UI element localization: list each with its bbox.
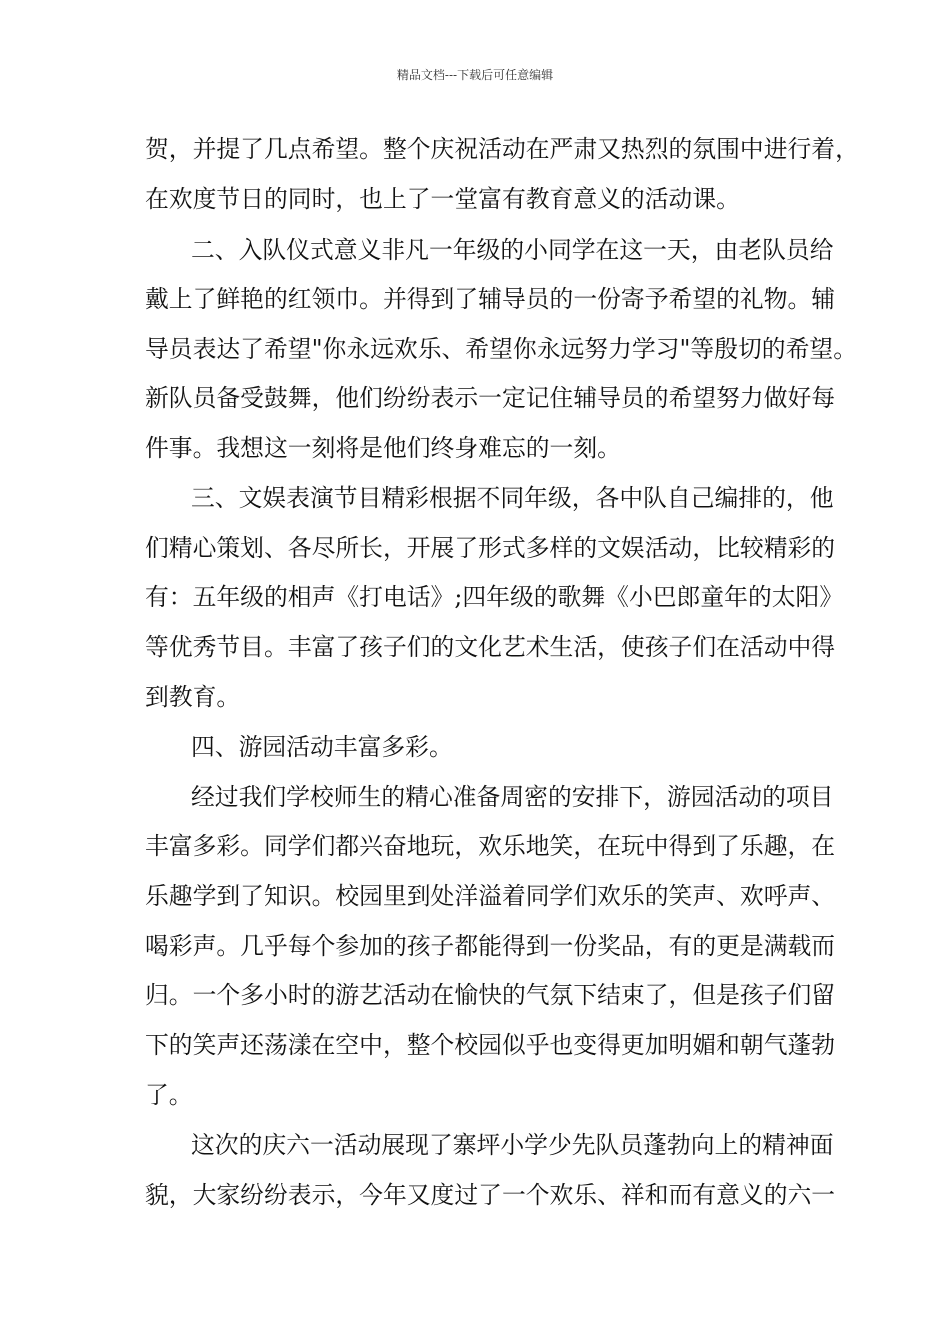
text-line: 丰富多彩。同学们都兴奋地玩，欢乐地笑，在玩中得到了乐趣，在 <box>145 832 836 860</box>
text-line: 乐趣学到了知识。校园里到处洋溢着同学们欢乐的笑声、欢呼声、 <box>145 882 836 910</box>
text-line: 件事。我想这一刻将是他们终身难忘的一刻。 <box>145 434 621 462</box>
text-line: 四、游园活动丰富多彩。 <box>191 733 453 761</box>
text-line: 下的笑声还荡漾在空中，整个校园似乎也变得更加明媚和朝气蓬勃 <box>145 1031 836 1059</box>
text-line: 导员表达了希望"你永远欢乐、希望你永远努力学习"等殷切的希望。 <box>145 335 857 363</box>
text-line: 三、文娱表演节目精彩根据不同年级，各中队自己编排的，他 <box>191 484 834 512</box>
text-line: 二、入队仪式意义非凡一年级的小同学在这一天，由老队员给 <box>191 236 834 264</box>
text-line: 新队员备受鼓舞，他们纷纷表示一定记住辅导员的希望努力做好每 <box>145 384 836 412</box>
text-line: 戴上了鲜艳的红领巾。并得到了辅导员的一份寄予希望的礼物。辅 <box>145 285 836 313</box>
text-line: 等优秀节目。丰富了孩子们的文化艺术生活，使孩子们在活动中得 <box>145 633 836 661</box>
text-line: 经过我们学校师生的精心准备周密的安排下，游园活动的项目 <box>191 783 834 811</box>
text-line: 归。一个多小时的游艺活动在愉快的气氛下结束了，但是孩子们留 <box>145 981 836 1009</box>
page-header: 精品文档---下载后可任意编辑 <box>396 68 554 82</box>
text-line: 们精心策划、各尽所长，开展了形式多样的文娱活动，比较精彩的 <box>145 534 836 562</box>
text-line: 喝彩声。几乎每个参加的孩子都能得到一份奖品，有的更是满载而 <box>145 932 836 960</box>
text-line: 在欢度节日的同时，也上了一堂富有教育意义的活动课。 <box>145 185 740 213</box>
text-line: 有：五年级的相声《打电话》;四年级的歌舞《小巴郎童年的太阳》 <box>145 583 844 611</box>
text-line: 贺，并提了几点希望。整个庆祝活动在严肃又热烈的氛围中进行着， <box>145 135 859 163</box>
text-line: 貌，大家纷纷表示，今年又度过了一个欢乐、祥和而有意义的六一 <box>145 1181 836 1209</box>
text-line: 了。 <box>145 1081 193 1109</box>
text-line: 到教育。 <box>145 683 241 711</box>
text-line: 这次的庆六一活动展现了寨坪小学少先队员蓬勃向上的精神面 <box>191 1131 834 1159</box>
